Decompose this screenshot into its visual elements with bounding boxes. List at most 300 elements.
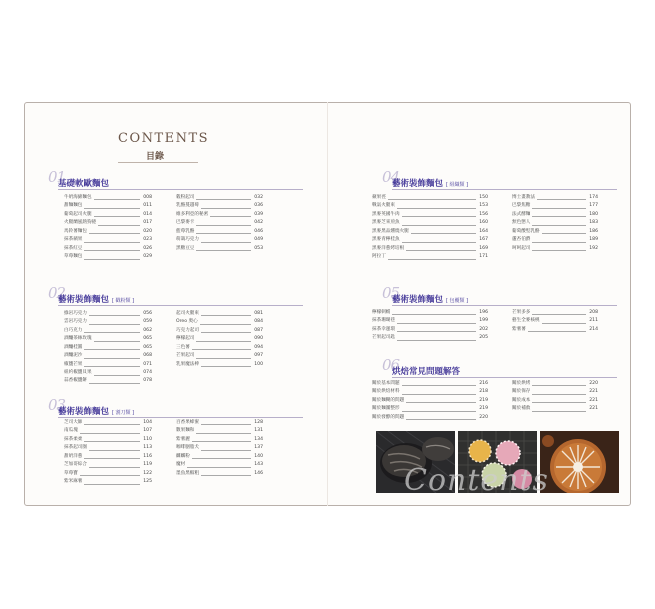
toc-entry-page: 081 [254,310,263,316]
toc-entry-page: 036 [254,203,263,209]
toc-entry[interactable] [176,453,263,461]
toc-entry-page: 208 [589,309,598,315]
toc-entry-page: 046 [254,228,263,234]
section-number: 02 [48,284,66,302]
toc-leader-line [532,314,586,315]
toc-leader-line [402,394,477,395]
section-title: 藝術裝飾麵包 [58,295,110,305]
toc-leader-line [192,349,251,350]
toc-entry-title: 抹茶起司圈 [64,445,87,451]
toc-leader-line [80,433,140,434]
section-title: 基礎軟歐麵包 [58,179,110,189]
toc-entry-title: 芒果起司 [176,353,195,359]
toc-leader-line [98,225,140,226]
section-number: 03 [48,396,66,414]
toc-entry-page: 183 [589,220,598,226]
toc-entry-page: 196 [479,309,488,315]
toc-entry-title: 無色戀人 [512,220,531,226]
toc-leader-line [201,208,251,209]
toc-entry-page: 220 [589,380,598,386]
toc-entry-title: 甜麵麵包 [64,203,83,209]
toc-entry-title: 草莓麵包 [64,254,83,260]
toc-entry[interactable] [512,326,598,334]
toc-entry[interactable] [372,253,488,261]
section-rule [58,417,303,418]
toc-entry[interactable] [372,334,488,342]
toc-entry-page: 199 [479,318,488,324]
contents-subtitle: 目錄 [146,152,165,162]
toc-entry[interactable] [176,228,263,236]
toc-entry-title: 咖啡胭脂犬 [176,445,199,451]
toc-leader-line [388,199,476,200]
toc-entry-title: 馬鈴薯麵包 [64,228,87,234]
toc-entry[interactable] [176,327,263,335]
toc-leader-line [388,259,476,260]
toc-entry-title: 呵呵起司 [512,245,531,251]
toc-entry[interactable] [176,211,263,219]
toc-entry-title: 抹茶柔柔 [64,436,83,442]
toc-entry-page: 065 [143,344,152,350]
toc-leader-line [201,424,251,425]
toc-entry[interactable] [372,219,488,227]
toc-entry[interactable] [176,219,263,227]
toc-entry-title: 黑麥芝來煎魚 [372,220,400,226]
toc-entry[interactable] [372,236,488,244]
toc-entry[interactable] [176,444,263,452]
toc-entry-title: 關於發酵的問題 [372,414,405,420]
toc-entry[interactable] [512,228,598,236]
toc-entry[interactable] [176,194,263,202]
toc-leader-line [201,450,251,451]
toc-entry[interactable] [64,202,152,210]
toc-entry[interactable] [64,327,152,335]
toc-entry-title: 酒釀泥沙 [64,353,83,359]
toc-leader-line [392,314,476,315]
toc-entry-page: 087 [254,327,263,333]
toc-entry[interactable] [64,419,152,427]
toc-entry-page: 221 [589,406,598,412]
toc-leader-line [397,323,476,324]
toc-entry-title: 維多利亞的秘密 [176,211,209,217]
toc-entry-title: 甜奶洋蔥 [64,453,83,459]
toc-entry-page: 014 [143,211,152,217]
section-subtitle: [ 割刀類 ] [111,410,135,416]
toc-entry-title: 紫薯薯 [512,326,526,332]
toc-leader-line [402,216,477,217]
toc-entry-title: 酒釀茶絲玫瑰 [64,336,92,342]
toc-entry[interactable] [372,388,488,396]
toc-entry[interactable] [64,194,152,202]
toc-leader-line [411,233,476,234]
toc-entry-page: 180 [589,211,598,217]
toc-entry[interactable] [64,352,152,360]
toc-leader-line [89,383,140,384]
toc-column [372,380,488,422]
section-rule [392,189,617,190]
toc-entry-title: 芒果多多 [512,309,531,315]
toc-leader-line [84,349,140,350]
toc-leader-line [84,250,140,251]
toc-entry-page: 049 [254,237,263,243]
toc-entry-title: 葡萄起司火腿 [64,211,92,217]
toc-entry-title: 法式酵麵 [512,211,531,217]
toc-leader-line [201,315,251,316]
section-subtitle: [ 包覆類 ] [445,298,469,304]
toc-leader-line [532,242,586,243]
toc-entry-title: 綠岩巧克力 [64,310,87,316]
toc-entry-page: 134 [254,436,263,442]
toc-entry-title: 三色薯 [176,344,190,350]
toc-column [372,309,488,343]
toc-leader-line [201,332,251,333]
toc-entry-page: 110 [143,436,152,442]
toc-entry[interactable] [512,194,598,202]
toc-entry[interactable] [176,361,263,369]
toc-leader-line [94,216,141,217]
toc-entry-page: 174 [589,194,598,200]
toc-entry-page: 011 [143,203,152,209]
toc-entry-page: 078 [143,378,152,384]
toc-entry[interactable] [64,378,152,386]
toc-leader-line [84,332,140,333]
toc-entry-page: 100 [254,361,263,367]
toc-entry-title: 數果麵和 [176,428,195,434]
toc-entry-page: 068 [143,353,152,359]
toc-entry-page: 090 [254,336,263,342]
toc-entry[interactable] [372,317,488,325]
toc-entry-title: 藝生全麥核桃 [512,318,540,324]
toc-leader-line [89,467,140,468]
toc-entry-title: 關於麵團整形 [372,406,400,412]
toc-entry-page: 131 [254,428,263,434]
toc-entry-title: 墨魚黑椒粗 [176,470,199,476]
toc-leader-line [201,242,251,243]
toc-entry-title: 芒果起司匙 [372,335,395,341]
toc-entry-title: 乳果魔法棒 [176,361,199,367]
toc-entry-title: 黑麥洋蔥烤培根 [372,245,405,251]
section-rule [392,377,617,378]
toc-leader-line [532,411,586,412]
toc-leader-line [528,331,586,332]
toc-leader-line [84,208,140,209]
toc-entry[interactable] [176,436,263,444]
toc-entry-title: 蒜香椒鹽餅 [64,378,87,384]
toc-entry-title: 黑麥英國牛肉 [372,211,400,217]
toc-leader-line [187,467,251,468]
toc-entry-page: 221 [589,397,598,403]
toc-entry-page: 062 [143,327,152,333]
toc-entry-title: 關於補救 [512,406,531,412]
toc-entry-page: 039 [254,211,263,217]
toc-entry-title: 博士畫教法 [512,194,535,200]
toc-entry[interactable] [512,219,598,227]
toc-entry[interactable] [512,202,598,210]
toc-entry[interactable] [372,245,488,253]
toc-entry[interactable] [372,380,488,388]
section-number: 06 [382,356,400,374]
section-title: 藝術裝飾麵包 [392,295,444,305]
toc-entry[interactable] [176,236,263,244]
toc-entry[interactable] [176,335,263,343]
toc-entry-title: 紫米麻薯 [64,479,83,485]
section-number: 04 [382,168,400,186]
section-number: 05 [382,284,400,302]
toc-entry-page: 113 [143,445,152,451]
toc-leader-line [84,242,140,243]
toc-entry-page: 023 [143,237,152,243]
toc-entry-title: 南瓜塊 [64,428,78,434]
toc-entry-page: 140 [254,453,263,459]
toc-leader-line [94,199,141,200]
toc-entry[interactable] [64,228,152,236]
toc-entry-page: 205 [479,335,488,341]
book-gutter [327,102,328,506]
toc-entry[interactable] [64,236,152,244]
toc-entry-page: 074 [143,370,152,376]
toc-entry-title: 白巧克力 [64,327,83,333]
toc-entry-page: 167 [479,237,488,243]
toc-entry-page: 029 [143,254,152,260]
toc-entry[interactable] [64,436,152,444]
toc-entry-title: 酒釀桂圓 [64,344,83,350]
toc-entry[interactable] [176,352,263,360]
toc-entry-title: 戰氣火腿束 [372,203,395,209]
toc-entry-title: 草莓寶 [64,470,78,476]
toc-leader-line [89,315,140,316]
toc-entry-title: 關於烘焙材料 [372,389,400,395]
toc-entry-page: 146 [254,470,263,476]
toc-leader-line [532,225,586,226]
toc-entry-page: 221 [589,389,598,395]
toc-leader-line [89,450,140,451]
toc-entry[interactable] [64,478,152,486]
toc-column [176,194,263,253]
toc-entry-title: 雲岩巧克力 [64,319,87,325]
toc-entry-title: 黑麥黑品燻燒火腿 [372,228,409,234]
toc-entry-title: 關於保存 [512,389,531,395]
toc-column [176,310,263,369]
toc-entry-title: 關於成本 [512,397,531,403]
toc-entry[interactable] [64,427,152,435]
toc-entry[interactable] [372,228,488,236]
toc-entry[interactable] [64,219,152,227]
toc-entry-page: 053 [254,245,263,251]
toc-entry-title: 芝司大師 [64,419,83,425]
toc-entry[interactable] [64,245,152,253]
toc-entry-page: 119 [143,462,152,468]
toc-entry[interactable] [64,211,152,219]
toc-entry-page: 189 [589,237,598,243]
toc-leader-line [397,340,476,341]
toc-entry[interactable] [64,253,152,261]
toc-leader-line [402,225,477,226]
toc-entry-page: 071 [143,361,152,367]
toc-entry[interactable] [64,344,152,352]
toc-column [512,194,598,253]
toc-entry[interactable] [176,318,263,326]
toc-leader-line [542,323,587,324]
toc-entry[interactable] [512,211,598,219]
section-rule [58,189,303,190]
toc-entry-page: 084 [254,319,263,325]
toc-entry-title: 藍莓乳酪 [176,228,195,234]
toc-entry-page: 128 [254,419,263,425]
toc-entry-title: 巴黎麥卡 [176,220,195,226]
toc-entry[interactable] [176,427,263,435]
toc-entry[interactable] [64,453,152,461]
toc-entry-page: 216 [479,380,488,386]
toc-column [64,310,152,386]
toc-leader-line [542,233,587,234]
toc-leader-line [84,358,140,359]
toc-leader-line [192,441,251,442]
toc-entry-page: 042 [254,220,263,226]
toc-entry-title: 蘆杏伯爵 [512,237,531,243]
toc-leader-line [210,216,251,217]
toc-entry[interactable] [512,309,598,317]
toc-entry[interactable] [176,310,263,318]
toc-entry[interactable] [512,405,598,413]
toc-entry-page: 059 [143,319,152,325]
toc-entry-title: 蘋果徑 [372,194,386,200]
toc-entry[interactable] [372,326,488,334]
toc-entry[interactable] [64,361,152,369]
toc-entry-title: 起司火腿束 [176,310,199,316]
toc-leader-line [397,331,476,332]
contents-watermark: Contents [404,463,549,498]
toc-leader-line [94,375,141,376]
toc-entry[interactable] [372,194,488,202]
toc-entry[interactable] [176,470,263,478]
toc-entry[interactable] [176,461,263,469]
toc-entry-title: 抹茶珊瑚巷 [372,318,395,324]
toc-entry[interactable] [64,318,152,326]
toc-leader-line [532,216,586,217]
toc-entry[interactable] [176,202,263,210]
section-rule [392,305,617,306]
toc-entry[interactable] [512,397,598,405]
toc-entry-page: 094 [254,344,263,350]
toc-entry-title: 檸檬刺蝟 [372,309,391,315]
toc-entry-title: 檸檬起司 [176,336,195,342]
toc-entry-title: 巴黎焦糖 [512,203,531,209]
section-number: 01 [48,168,66,186]
toc-entry[interactable] [372,397,488,405]
toc-entry-page: 056 [143,310,152,316]
toc-entry[interactable] [176,344,263,352]
toc-entry-page: 219 [479,406,488,412]
toc-entry[interactable] [64,310,152,318]
toc-entry-title: 乳酪蔓越莓 [176,203,199,209]
toc-entry-title: 牛奶海綿麵包 [64,194,92,200]
toc-entry-page: 122 [143,470,152,476]
toc-entry-page: 186 [589,228,598,234]
toc-column [176,419,263,478]
toc-entry-page: 107 [143,428,152,434]
title-divider [118,162,198,163]
toc-leader-line [196,233,251,234]
toc-leader-line [84,458,140,459]
toc-entry-page: 153 [479,203,488,209]
toc-entry[interactable] [64,461,152,469]
toc-entry-title: 紫薯麗 [176,436,190,442]
toc-entry[interactable] [512,317,598,325]
toc-entry[interactable] [372,405,488,413]
toc-entry-page: 020 [143,228,152,234]
toc-entry-page: 192 [589,245,598,251]
section-title: 藝術裝飾麵包 [392,179,444,189]
toc-entry[interactable] [176,245,263,253]
toc-entry[interactable] [176,419,263,427]
toc-entry-title: Oreo 奧心 [176,319,198,325]
toc-entry-title: 抹茶蘋果 [64,237,83,243]
toc-entry-page: 032 [254,194,263,200]
toc-leader-line [402,242,477,243]
toc-leader-line [406,402,476,403]
toc-entry-title: 椒鹽芒果 [64,361,83,367]
toc-entry[interactable] [64,444,152,452]
toc-entry-title: 關於基本問題 [372,380,400,386]
toc-entry-page: 125 [143,479,152,485]
toc-entry[interactable] [512,380,598,388]
toc-column [64,194,152,262]
toc-entry-page: 097 [254,353,263,359]
toc-entry-title: 黑糖豆豆 [176,245,195,251]
toc-leader-line [532,250,586,251]
toc-entry-page: 171 [479,254,488,260]
toc-entry[interactable] [372,211,488,219]
toc-entry[interactable] [372,414,488,422]
toc-entry-page: 150 [479,194,488,200]
toc-leader-line [84,484,140,485]
toc-entry-title: 巧克力起司 [176,327,199,333]
toc-entry[interactable] [512,236,598,244]
toc-leader-line [537,199,586,200]
toc-entry-title: 黑麥青檸桂魚 [372,237,400,243]
toc-entry[interactable] [512,388,598,396]
toc-entry[interactable] [372,309,488,317]
toc-entry[interactable] [64,470,152,478]
toc-entry-title: 抹茶紅豆 [64,245,83,251]
toc-leader-line [201,475,251,476]
toc-column [64,419,152,487]
toc-entry-title: 魔材 [176,462,186,468]
section-rule [58,305,303,306]
toc-entry-title: 關於麵糊的問題 [372,397,405,403]
toc-entry-page: 177 [589,203,598,209]
toc-entry[interactable] [64,369,152,377]
toc-entry[interactable] [64,335,152,343]
toc-entry-page: 026 [143,245,152,251]
toc-leader-line [406,419,476,420]
section-title: 烘焙常見問題解答 [392,367,461,377]
toc-entry-title: 穀粉起司 [176,194,195,200]
toc-leader-line [196,225,251,226]
toc-entry-title: 阿拉丁 [372,254,386,260]
toc-entry[interactable] [372,202,488,210]
toc-entry[interactable] [512,245,598,253]
toc-leader-line [532,208,586,209]
toc-entry-title: 芝加哥綜合 [64,462,87,468]
toc-entry-page: 211 [589,318,598,324]
toc-leader-line [397,208,476,209]
toc-leader-line [200,324,252,325]
toc-leader-line [196,250,251,251]
toc-leader-line [406,250,476,251]
toc-entry-page: 017 [143,220,152,226]
toc-entry-page: 202 [479,326,488,332]
scored-loaf-photo [540,431,619,493]
